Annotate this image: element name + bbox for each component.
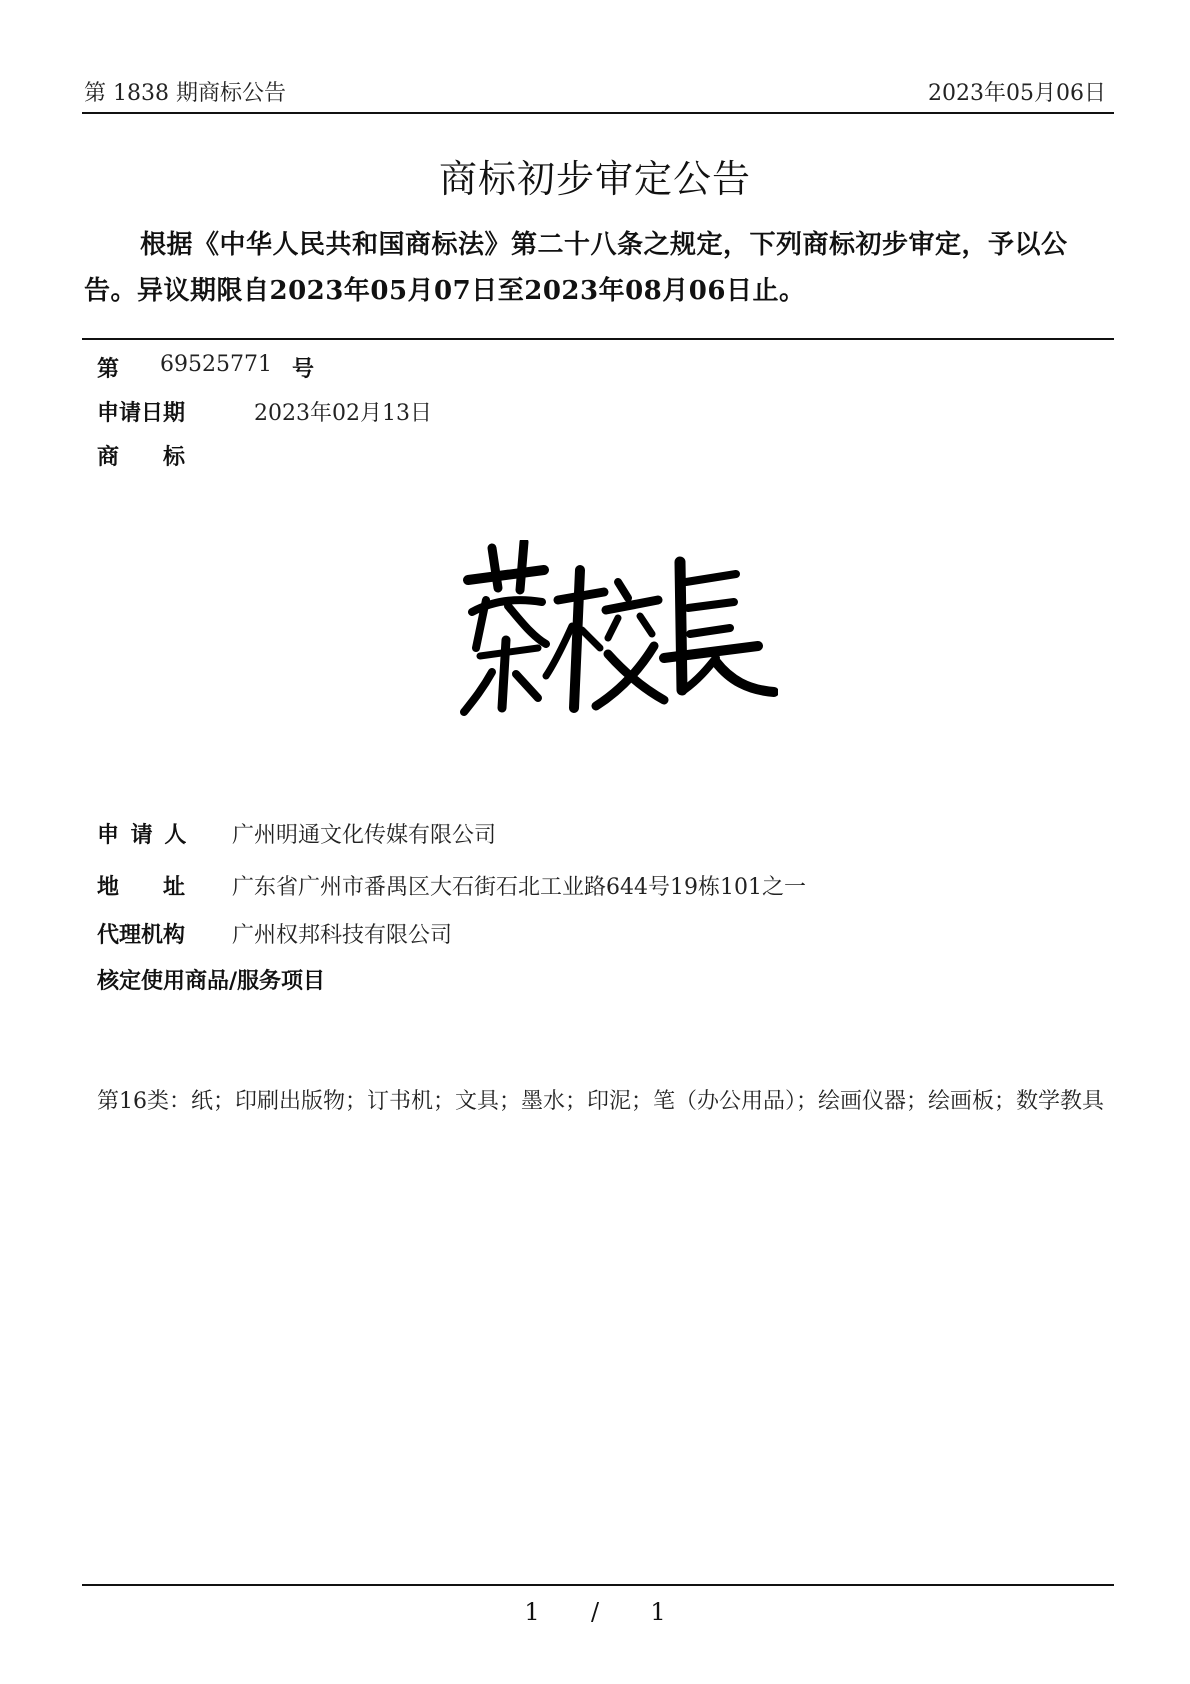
- agent-label: 代理机构: [97, 922, 186, 948]
- goods-list: 第16类：纸；印刷出版物；订书机；文具；墨水；印泥；笔（办公用品）；绘画仪器；绘画板；数学教具: [97, 1089, 1104, 1114]
- page-indicator: [0, 1598, 1190, 1626]
- page-current: 1: [524, 1598, 540, 1626]
- number-suffix: 号: [292, 356, 315, 382]
- application-date-label: 申请日期: [97, 400, 186, 426]
- page-total: 1: [650, 1598, 666, 1626]
- address: 广东省广州市番禺区大石街石北工业路644号19栋101之一: [232, 875, 806, 900]
- address-label: 地 址: [97, 874, 186, 900]
- section-rule: [82, 338, 1114, 340]
- footer-rule: [82, 1584, 1114, 1586]
- applicant: 广州明通文化传媒有限公司: [232, 823, 497, 848]
- trademark-label: 商 标: [97, 444, 186, 470]
- page-separator: /: [590, 1598, 600, 1626]
- intro-paragraph: 根据《中华人民共和国商标法》第二十八条之规定，下列商标初步审定，予以公告。异议期限自2023年05月07日至2023年08月06日止。: [84, 230, 1068, 306]
- registration-number: 69525771: [160, 352, 272, 377]
- page-title: 商标初步审定公告: [438, 157, 751, 201]
- application-date: 2023年02月13日: [254, 401, 432, 426]
- applicant-label: 申 请 人: [97, 822, 189, 848]
- header-rule: [82, 112, 1114, 114]
- issue-date: 2023年05月06日: [928, 81, 1106, 106]
- number-prefix: 第: [97, 356, 120, 382]
- trademark-logo: [458, 540, 778, 720]
- goods-label: 核定使用商品/服务项目: [97, 968, 326, 994]
- agent: 广州权邦科技有限公司: [232, 923, 453, 948]
- issue-number: 第 1838 期商标公告: [84, 81, 286, 106]
